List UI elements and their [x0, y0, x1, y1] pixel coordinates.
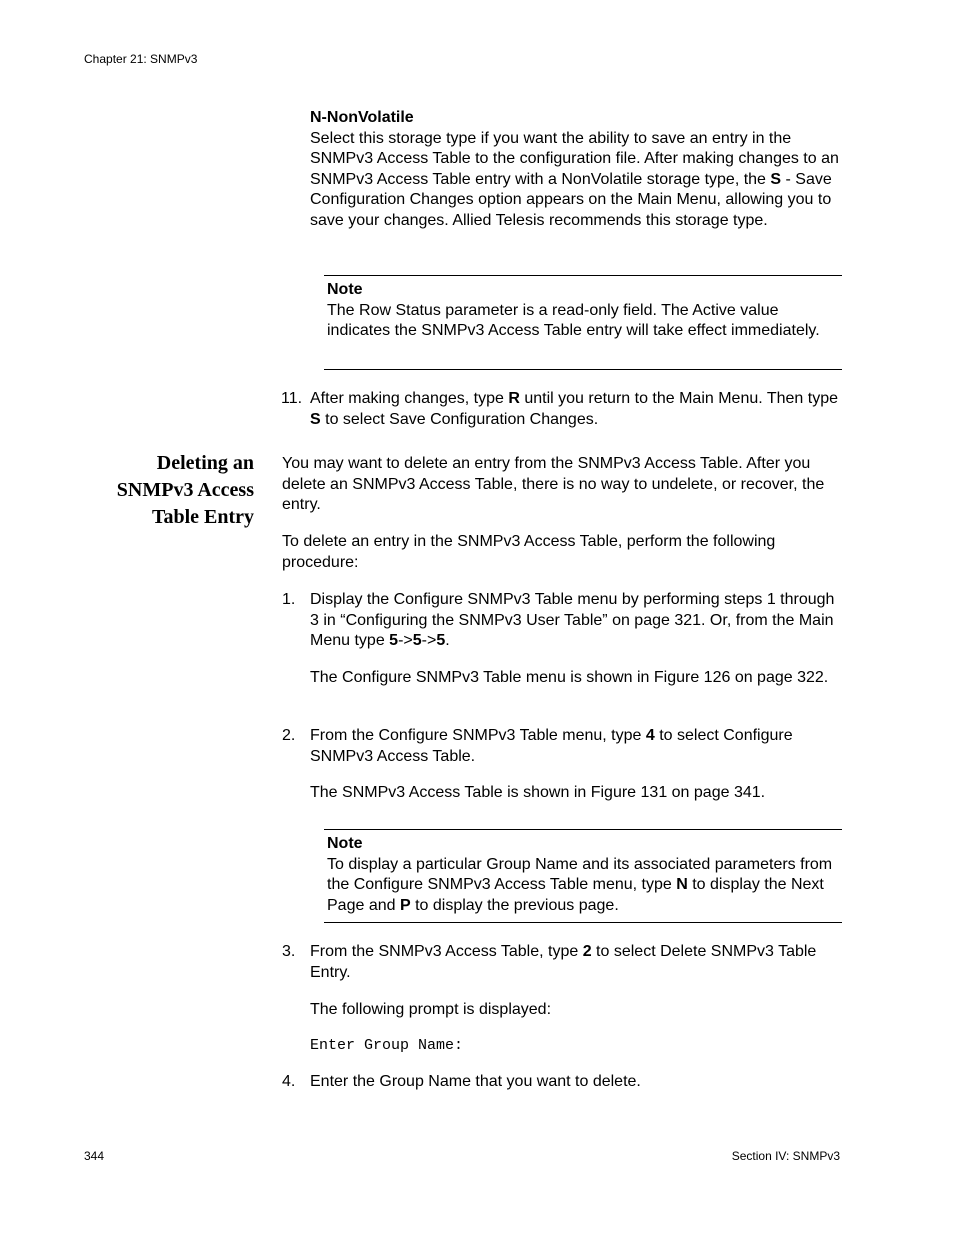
note-text: To display a particular Group Name and its associated parameters from the Configure SNMPv3 Access Table menu, type N to display the Next Page and P to display the previous page.	[327, 855, 833, 914]
step-number-4: 4.	[282, 1073, 296, 1090]
nonvolatile-block	[310, 108, 845, 231]
step-1-text: Display the Configure SNMPv3 Table menu by performing steps 1 through 3 in “Configuring the SNMPv3 User Table” on page 321. Or, from the Main Menu type 5->5->5.	[310, 591, 835, 649]
step-number-11: 11.	[281, 390, 303, 407]
step-number-3: 3.	[282, 943, 296, 960]
section-heading: Deleting an SNMPv3 Access Table Entry	[116, 452, 254, 528]
note-box-row-status	[324, 275, 842, 370]
page-number: 344	[84, 1149, 105, 1163]
note-title: Note	[327, 835, 363, 852]
step-number-2: 2.	[282, 727, 296, 744]
step-3-sub: The following prompt is displayed:	[310, 1001, 552, 1018]
note-box-group-name	[324, 829, 842, 923]
step-2-text: From the Configure SNMPv3 Table menu, type 4 to select Configure SNMPv3 Access Table.	[310, 727, 793, 765]
running-header: Chapter 21: SNMPv3	[84, 52, 198, 66]
step-4-text: Enter the Group Name that you want to delete.	[310, 1073, 641, 1090]
section-procedure-intro: To delete an entry in the SNMPv3 Access Table, perform the following procedure:	[282, 533, 776, 571]
nonvolatile-title: N-NonVolatile	[310, 109, 414, 126]
step-3-text: From the SNMPv3 Access Table, type 2 to select Delete SNMPv3 Table Entry.	[310, 943, 817, 981]
step-number-1: 1.	[282, 591, 296, 608]
running-footer: Section IV: SNMPv3	[731, 1149, 840, 1163]
step-11-text: After making changes, type R until you return to the Main Menu. Then type S to select Save Configuration Changes.	[310, 390, 838, 428]
step-2-sub: The SNMPv3 Access Table is shown in Figure 131 on page 341.	[310, 784, 766, 801]
note-title: Note	[327, 281, 363, 298]
nonvolatile-text: Select this storage type if you want the ability to save an entry in the SNMPv3 Access Table to the configuration file. After making changes to an SNMPv3 Access Table entry with a NonVolatile storage type, the S - Save Configuration Changes option appears on the Main Menu, allowing you to save your changes. Allied Telesis recommends this storage type.	[310, 129, 839, 229]
section-intro: You may want to delete an entry from the SNMPv3 Access Table. After you delete an SNMPv3 Access Table, there is no way to undelete, or recover, the entry.	[282, 455, 825, 513]
note-text: The Row Status parameter is a read-only field. The Active value indicates the SNMPv3 Access Table entry will take effect immediately.	[327, 301, 820, 339]
step-1-sub: The Configure SNMPv3 Table menu is shown in Figure 126 on page 322.	[310, 669, 829, 686]
prompt-code: Enter Group Name:	[310, 1037, 464, 1054]
